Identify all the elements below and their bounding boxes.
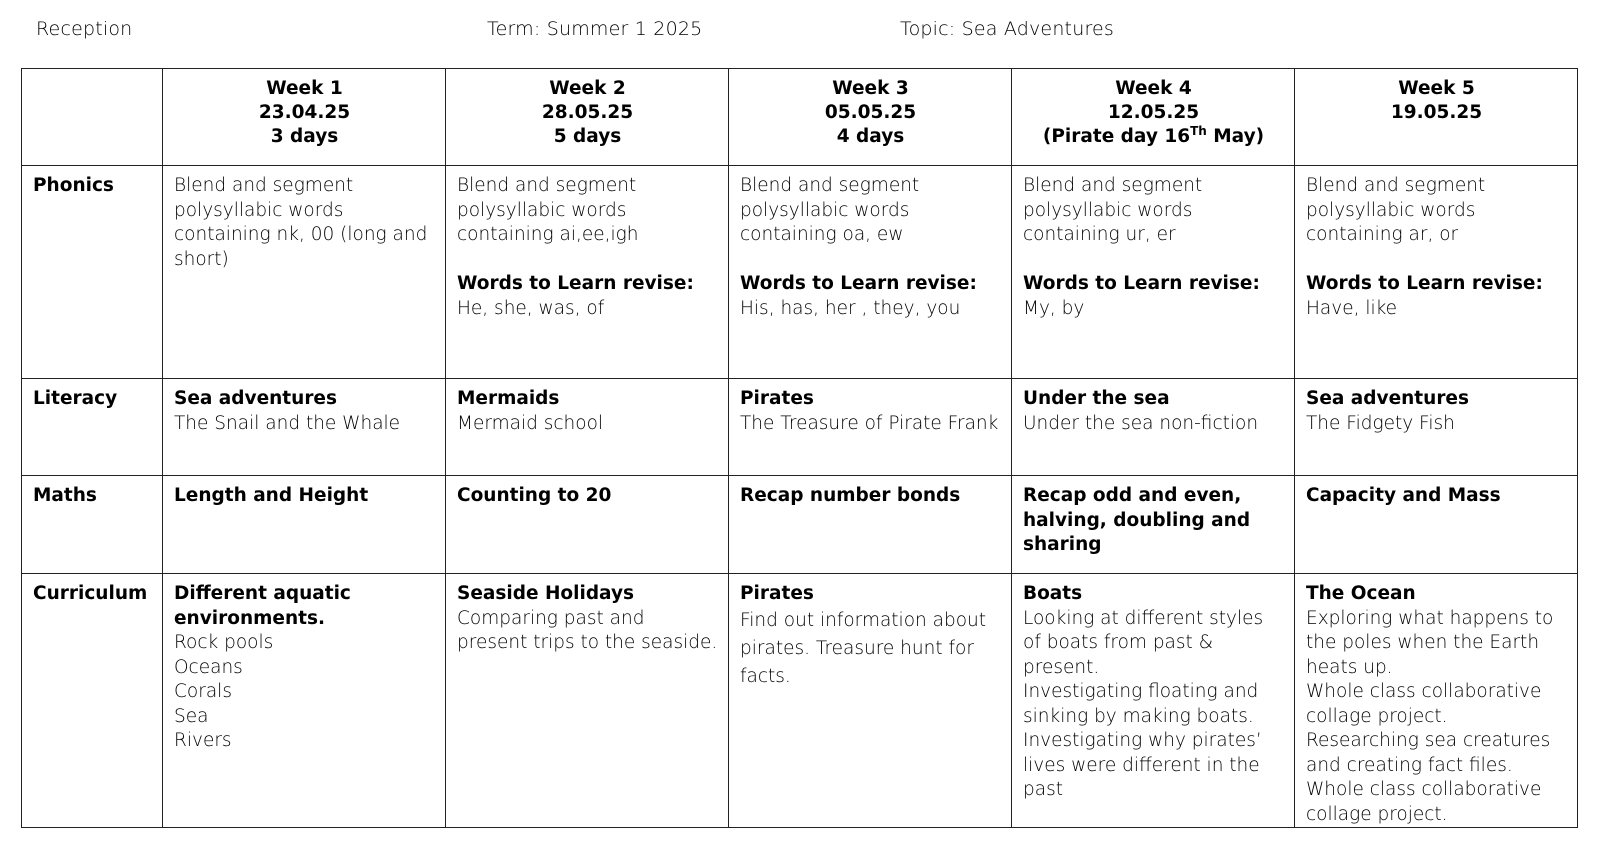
curriculum-cell-week-1 (163, 574, 446, 828)
words-to-learn-heading: Words to Learn revise: (1306, 273, 1543, 294)
words-to-learn: His, has, her , they, you (740, 297, 961, 319)
week-header-row (22, 69, 1578, 166)
curriculum-line: Investigating floating and sinking by making boats. (1023, 681, 1259, 727)
words-to-learn: Have, like (1306, 297, 1398, 319)
week-title: Week 2 (549, 78, 626, 99)
week-date: 05.05.25 (824, 102, 917, 123)
phonics-cell-week-3 (729, 166, 1012, 379)
maths-heading: Recap number bonds (740, 485, 961, 506)
maths-cell-week-5 (1295, 476, 1578, 574)
literacy-text: Mermaid school (457, 412, 604, 434)
week-title: Week 3 (832, 78, 909, 99)
week-date: 19.05.25 (1390, 102, 1483, 123)
words-to-learn-heading: Words to Learn revise: (740, 273, 977, 294)
literacy-cell-week-3 (729, 379, 1012, 476)
corner-cell (22, 69, 163, 166)
week-date: 23.04.25 (258, 102, 351, 123)
maths-cell-week-1 (163, 476, 446, 574)
words-to-learn: He, she, was, of (457, 297, 605, 319)
week-note-post: May) (1206, 126, 1265, 147)
phonics-text: Blend and segment polysyllabic words containing ar, or (1306, 175, 1486, 245)
literacy-row (22, 379, 1578, 476)
topic-label: Topic: Sea Adventures (900, 18, 1115, 40)
curriculum-cell-week-4 (1012, 574, 1295, 828)
curriculum-row (22, 574, 1578, 828)
literacy-heading: Mermaids (457, 388, 560, 409)
phonics-cell-week-2 (446, 166, 729, 379)
phonics-text: Blend and segment polysyllabic words containing oa, ew (740, 175, 920, 245)
literacy-text: The Fidgety Fish (1306, 412, 1455, 434)
row-label-phonics: Phonics (22, 166, 163, 379)
curriculum-cell-week-2 (446, 574, 729, 828)
maths-heading: Capacity and Mass (1306, 485, 1501, 506)
literacy-cell-week-1 (163, 379, 446, 476)
literacy-heading: Under the sea (1023, 388, 1170, 409)
words-to-learn: My, by (1023, 297, 1085, 319)
phonics-text: Blend and segment polysyllabic words containing ur, er (1023, 175, 1203, 245)
maths-heading: Counting to 20 (457, 485, 612, 506)
phonics-cell-week-1 (163, 166, 446, 379)
literacy-cell-week-5 (1295, 379, 1578, 476)
literacy-cell-week-4 (1012, 379, 1295, 476)
curriculum-line: Rivers (174, 730, 232, 751)
curriculum-heading: Boats (1023, 583, 1083, 604)
phonics-cell-week-4 (1012, 166, 1295, 379)
curriculum-line: Looking at different styles of boats from past & present. (1023, 607, 1264, 678)
maths-cell-week-4 (1012, 476, 1295, 574)
week-title: Week 5 (1398, 78, 1475, 99)
curriculum-cell-week-5 (1295, 574, 1578, 828)
maths-row (22, 476, 1578, 574)
week-note-sup: Th (1190, 123, 1207, 138)
week-header-3 (729, 69, 1012, 166)
curriculum-line: Oceans (174, 656, 243, 678)
class-name: Reception (36, 18, 133, 40)
row-label-curriculum: Curriculum (22, 574, 163, 828)
curriculum-line: Exploring what happens to the poles when the Earth heats up. (1306, 607, 1554, 678)
curriculum-cell-week-3 (729, 574, 1012, 828)
week-note-pre: (Pirate day 16 (1042, 126, 1191, 147)
curriculum-heading: The Ocean (1306, 583, 1416, 604)
literacy-heading: Sea adventures (1306, 388, 1469, 409)
week-header-4 (1012, 69, 1295, 166)
week-date: 28.05.25 (541, 102, 634, 123)
curriculum-line: Find out information about pirates. Treasure hunt for facts. (740, 609, 986, 687)
curriculum-heading: Pirates (740, 583, 814, 604)
week-note: 3 days (270, 126, 339, 147)
week-date: 12.05.25 (1107, 102, 1200, 123)
curriculum-line: Whole class collaborative collage project. (1306, 681, 1542, 727)
planning-table (21, 68, 1578, 828)
curriculum-line: Comparing past and present trips to the seaside. (457, 607, 718, 653)
week-note: 5 days (553, 126, 622, 147)
phonics-text: Blend and segment polysyllabic words containing ai,ee,igh (457, 175, 639, 245)
maths-heading: Recap odd and even, halving, doubling and sharing (1023, 485, 1251, 555)
week-header-5 (1295, 69, 1578, 166)
curriculum-line: Sea (174, 705, 209, 727)
phonics-text: Blend and segment polysyllabic words containing nk, 00 (long and short) (174, 175, 428, 270)
curriculum-line: Whole class collaborative collage project. (1306, 779, 1542, 825)
row-label-literacy: Literacy (22, 379, 163, 476)
phonics-cell-week-5 (1295, 166, 1578, 379)
week-header-2 (446, 69, 729, 166)
week-note: 4 days (836, 126, 905, 147)
words-to-learn-heading: Words to Learn revise: (1023, 273, 1260, 294)
phonics-row (22, 166, 1578, 379)
curriculum-heading: Different aquatic environments. (174, 583, 351, 629)
term-label: Term: Summer 1 2025 (487, 18, 703, 40)
maths-heading: Length and Height (174, 485, 369, 506)
literacy-heading: Sea adventures (174, 388, 337, 409)
maths-cell-week-3 (729, 476, 1012, 574)
week-title: Week 4 (1115, 78, 1192, 99)
literacy-cell-week-2 (446, 379, 729, 476)
week-title: Week 1 (266, 78, 343, 99)
curriculum-heading: Seaside Holidays (457, 583, 635, 604)
literacy-text: The Treasure of Pirate Frank (740, 412, 999, 434)
words-to-learn-heading: Words to Learn revise: (457, 273, 694, 294)
literacy-text: Under the sea non-fiction (1023, 412, 1259, 434)
literacy-heading: Pirates (740, 388, 814, 409)
curriculum-line: Investigating why pirates’ lives were different in the past (1023, 730, 1262, 800)
maths-cell-week-2 (446, 476, 729, 574)
row-label-maths: Maths (22, 476, 163, 574)
week-note (1023, 125, 1284, 149)
week-header-1 (163, 69, 446, 166)
curriculum-line: Researching sea creatures and creating fact files. (1306, 730, 1551, 776)
curriculum-line: Rock pools (174, 632, 274, 653)
curriculum-line: Corals (174, 681, 232, 702)
literacy-text: The Snail and the Whale (174, 412, 401, 434)
